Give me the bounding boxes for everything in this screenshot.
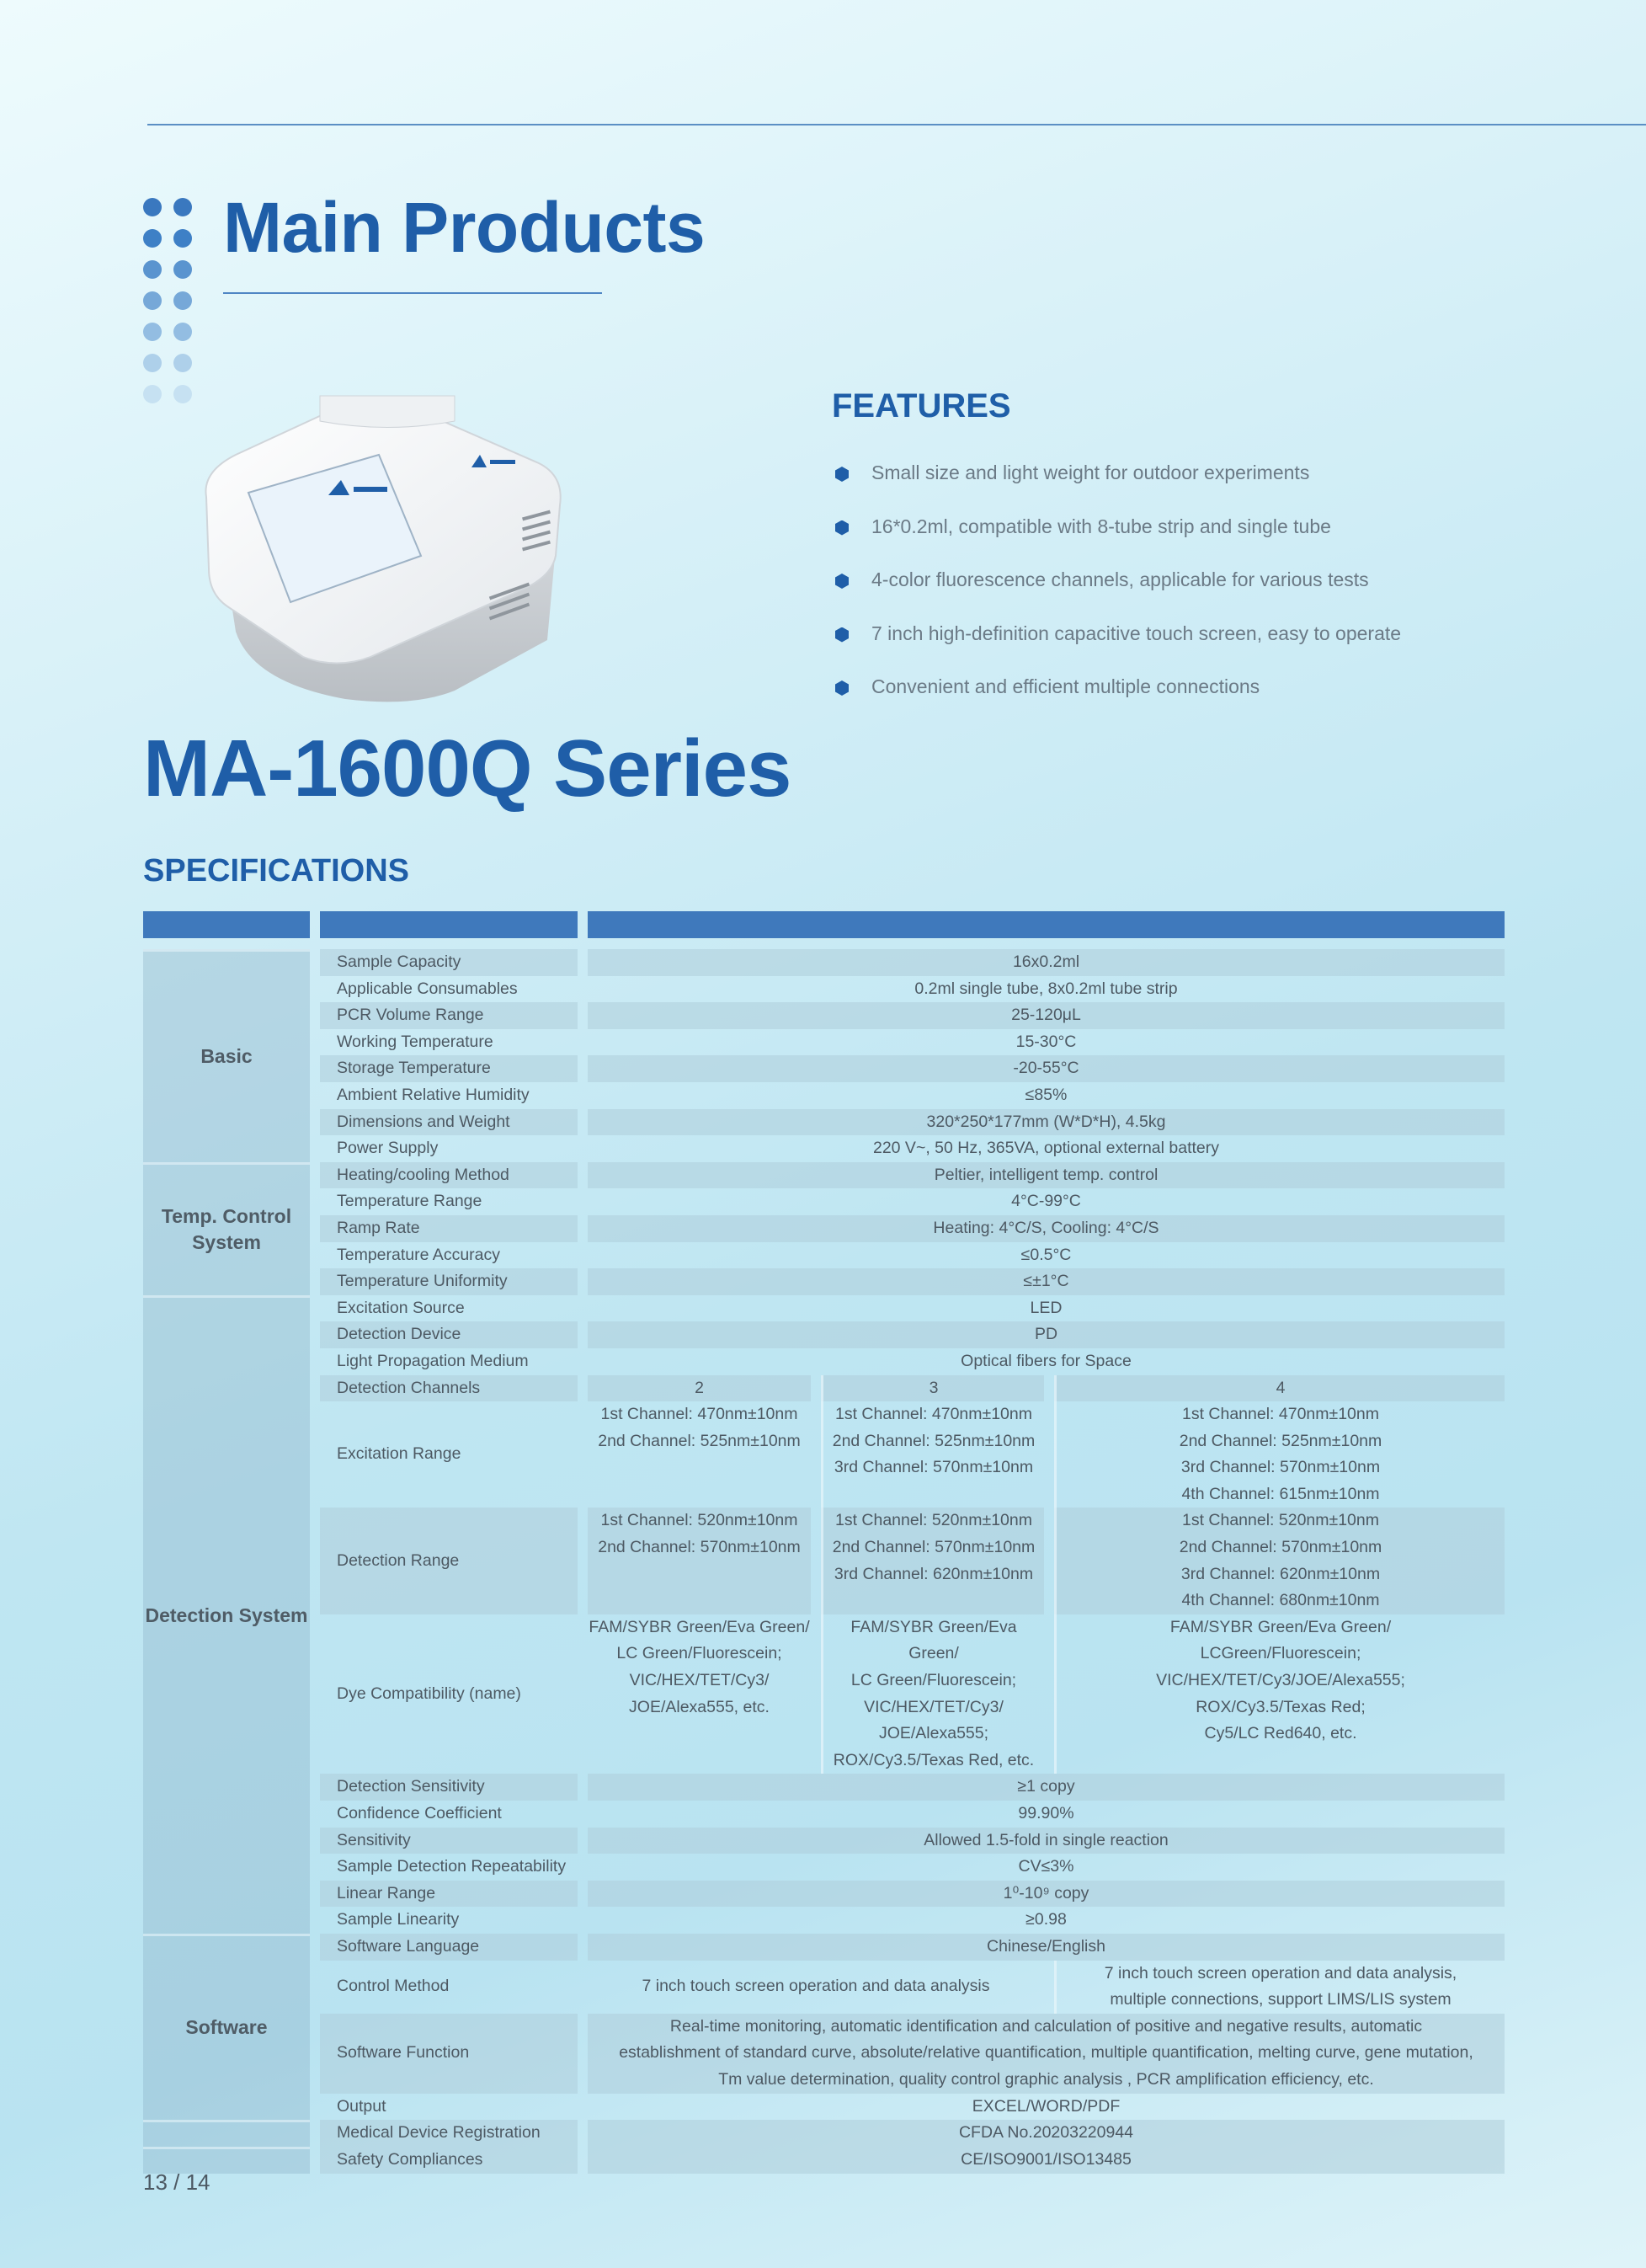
- table-row: Detection Device PD: [143, 1321, 1505, 1348]
- table-header: [143, 911, 1505, 938]
- category-detection: Detection System: [143, 1295, 310, 1934]
- table-row: Dye Compatibility (name) FAM/SYBR Green/Eva Green/ LC Green/Fluorescein; VIC/HEX/TET/Cy3/ JOE/Alexa555, etc. FAM/SYBR Green/Eva Green/ LC Green/Fluorescein; VIC/HEX/TET/Cy3/ JOE/Alexa555; ROX/Cy3.5/Texas Red, etc. FAM/SYBR Green/Eva Green/ LCGreen/Fluorescein; VIC/HEX/TET/Cy3/JOE/Alexa555; ROX/Cy3.5/Texas Red; Cy5/LC Red640, etc.: [143, 1614, 1505, 1774]
- hexagon-bullet-icon: [835, 627, 849, 643]
- table-row: Storage Temperature -20-55°C: [143, 1055, 1505, 1082]
- feature-item: 7 inch high-definition capacitive touch screen, easy to operate: [832, 622, 1401, 676]
- table-row: Detection Channels 2 3 4: [143, 1375, 1505, 1402]
- table-row: Light Propagation Medium Optical fibers for Space: [337, 1351, 1132, 1370]
- table-row: Temperature Range 4°C-99°C: [337, 1192, 1081, 1211]
- table-row: Detection System Excitation Source LED: [143, 1295, 1505, 1322]
- table-row: Applicable Consumables 0.2ml single tube, 8x0.2ml tube strip: [337, 979, 1178, 998]
- feature-item: Convenient and efficient multiple connections: [832, 675, 1401, 729]
- table-row: Basic Sample Capacity 16x0.2ml: [143, 949, 1505, 976]
- table-row: Medical Device Registration CFDA No.20203220944: [143, 2120, 1505, 2147]
- table-row: Output EXCEL/WORD/PDF: [337, 2096, 1121, 2116]
- table-row: Excitation Range 1st Channel: 470nm±10nm 2nd Channel: 525nm±10nm 1st Channel: 470nm±10nm 2nd Channel: 525nm±10nm 3rd Channel: 570nm±10nm 1st Channel: 470nm±10nm 2nd Channel: 525nm±10nm 3rd Channel: 570nm±10nm 4th Channel: 615nm±10nm: [143, 1401, 1505, 1508]
- feature-item: 16*0.2ml, compatible with 8-tube strip and single tube: [832, 515, 1401, 569]
- category-basic: Basic: [143, 949, 310, 1162]
- features-heading: FEATURES: [832, 387, 1011, 424]
- table-row: PCR Volume Range 25-120μL: [143, 1002, 1505, 1029]
- table-row: Software Function Real-time monitoring, automatic identification and calculation of positive and negative results, automatic establishment of standard curve, absolute/relative quantification, multiple quantification, melting curve, gene mutation, Tm value determination, quality control graphic analysis , PCR amplification efficiency, etc.: [143, 2014, 1505, 2094]
- table-row: Temperature Accuracy ≤0.5°C: [337, 1245, 1072, 1264]
- table-row: Ambient Relative Humidity ≤85%: [337, 1085, 1068, 1104]
- top-divider: [147, 124, 1646, 125]
- product-series-title: MA-1600Q Series: [143, 723, 791, 814]
- table-row: Safety Compliances CE/ISO9001/ISO13485: [143, 2147, 1505, 2174]
- specifications-heading: SPECIFICATIONS: [143, 853, 409, 889]
- hexagon-bullet-icon: [835, 574, 849, 589]
- product-image: [202, 387, 573, 707]
- page-title: Main Products: [223, 188, 706, 267]
- feature-item: 4-color fluorescence channels, applicable for various tests: [832, 568, 1401, 622]
- title-underline: [223, 292, 602, 294]
- table-row: Dimensions and Weight 320*250*177mm (W*D*H), 4.5kg: [143, 1109, 1505, 1136]
- category-temp-control: Temp. Control System: [143, 1162, 310, 1295]
- table-row: Temp. Control System Heating/cooling Method Peltier, intelligent temp. control: [143, 1162, 1505, 1189]
- table-row: Sample Linearity ≥0.98: [337, 1910, 1067, 1929]
- table-row: Detection Sensitivity ≥1 copy: [143, 1774, 1505, 1801]
- hexagon-bullet-icon: [835, 467, 849, 482]
- features-list: [832, 462, 1401, 729]
- category-software: Software: [143, 1934, 310, 2120]
- table-row: Linear Range 1⁰-10⁹ copy: [143, 1881, 1505, 1908]
- table-row: Working Temperature 15-30°C: [337, 1032, 1077, 1051]
- table-row: Power Supply 220 V~, 50 Hz, 365VA, optional external battery: [337, 1139, 1220, 1158]
- table-row: Temperature Uniformity ≤±1°C: [143, 1268, 1505, 1295]
- table-row: Ramp Rate Heating: 4°C/S, Cooling: 4°C/S: [143, 1215, 1505, 1242]
- table-row: Control Method 7 inch touch screen operation and data analysis 7 inch touch screen operation and data analysis, multiple connections, support LIMS/LIS system: [143, 1961, 1505, 2014]
- hexagon-bullet-icon: [835, 520, 849, 536]
- table-row: Sensitivity Allowed 1.5-fold in single reaction: [143, 1828, 1505, 1854]
- page-number: 13 / 14: [143, 2169, 210, 2195]
- specifications-table: [143, 911, 1494, 2174]
- hexagon-bullet-icon: [835, 680, 849, 696]
- table-row: Confidence Coefficient 99.90%: [337, 1804, 1074, 1822]
- table-row: Sample Detection Repeatability CV≤3%: [337, 1857, 1074, 1876]
- feature-item: Small size and light weight for outdoor experiments: [832, 462, 1401, 515]
- table-row: Detection Range 1st Channel: 520nm±10nm 2nd Channel: 570nm±10nm 1st Channel: 520nm±10nm 2nd Channel: 570nm±10nm 3rd Channel: 620nm±10nm 1st Channel: 520nm±10nm 2nd Channel: 570nm±10nm 3rd Channel: 620nm±10nm 4th Channel: 680nm±10nm: [143, 1508, 1505, 1614]
- table-row: Software Software Language Chinese/English: [143, 1934, 1505, 1961]
